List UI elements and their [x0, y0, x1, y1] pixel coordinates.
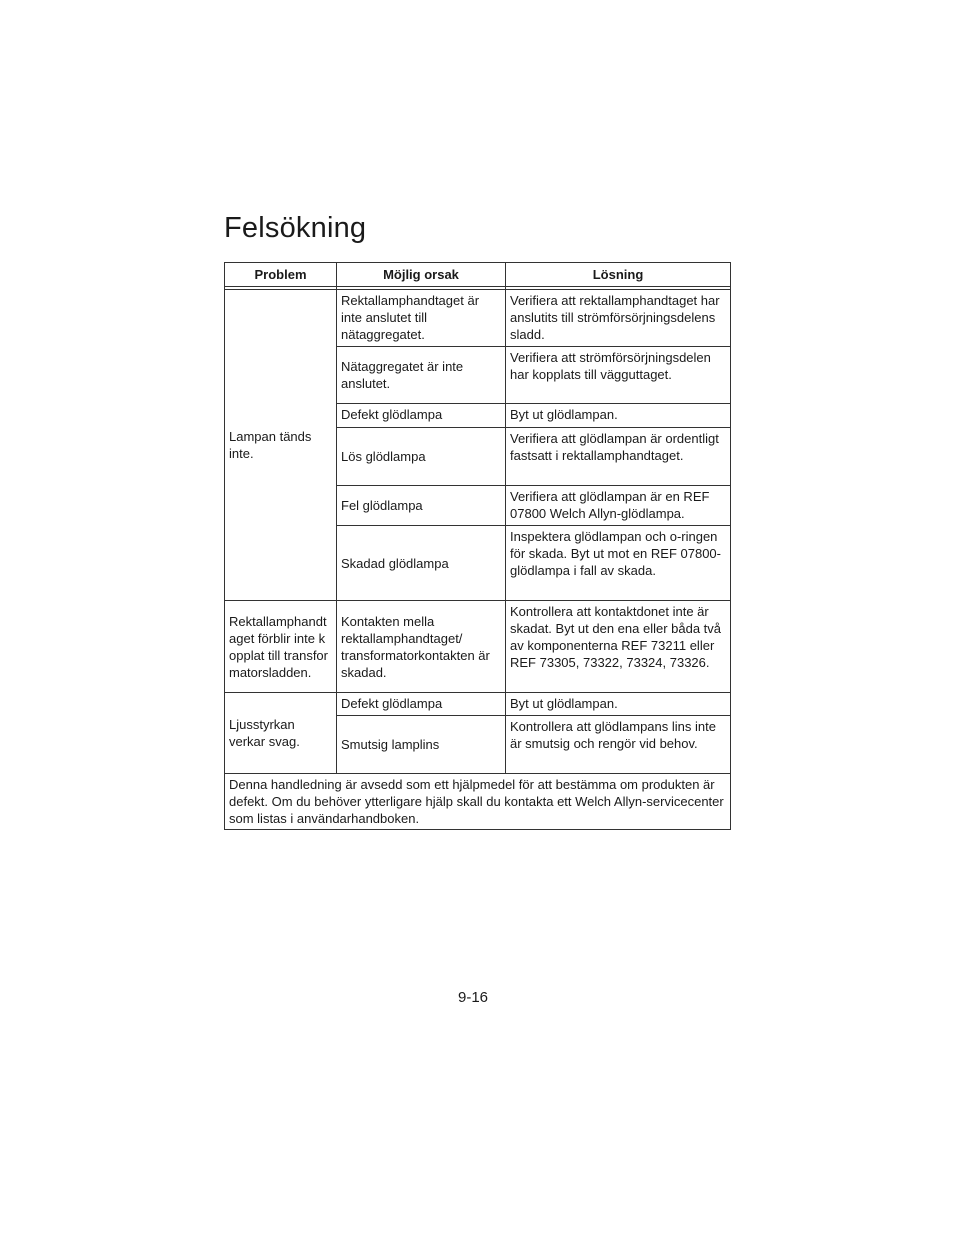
table-row	[225, 290, 731, 347]
cause-cell: Rektallamphandtaget är inte anslutet till nätaggregatet.	[337, 290, 506, 347]
solution-cell: Byt ut glödlampan.	[506, 404, 731, 428]
solution-cell: Byt ut glödlampan.	[506, 693, 731, 716]
cause-cell: Defekt glödlampa	[337, 404, 506, 428]
troubleshooting-table	[224, 262, 731, 830]
cause-cell: Defekt glödlampa	[337, 693, 506, 716]
cause-cell: Nätaggregatet är inte anslutet.	[337, 347, 506, 404]
table-note: Denna handledning är avsedd som ett hjälpmedel för att bestämma om produkten är defekt. Om du behöver ytterligare hjälp skall du kontakta ett Welch Allyn-servicecenter som listas i användarhandboken.	[225, 774, 731, 830]
cause-cell: Smutsig lamplins	[337, 716, 506, 774]
problem-cell: Rektallamphandtaget förblir inte kopplat till transformatorsladden.	[225, 601, 337, 693]
table-row	[225, 601, 731, 693]
problem-cell: Lampan tänds inte.	[225, 290, 337, 601]
cause-cell: Kontakten mella rektallamphandtaget/ transformatorkontakten är skadad.	[337, 601, 506, 693]
problem-cell: Ljusstyrkan verkar svag.	[225, 693, 337, 774]
table-note-row	[225, 774, 731, 830]
solution-cell: Kontrollera att kontaktdonet inte är skadat. Byt ut den ena eller båda två av komponenterna REF 73211 eller REF 73305, 73322, 73324, 73326.	[506, 601, 731, 693]
cause-cell: Skadad glödlampa	[337, 526, 506, 601]
page-number: 9-16	[457, 989, 489, 1006]
table-header-row	[225, 263, 731, 287]
page-title: Felsökning	[224, 212, 367, 244]
solution-cell: Verifiera att glödlampan är ordentligt fastsatt i rektallamphandtaget.	[506, 428, 731, 486]
cause-cell: Fel glödlampa	[337, 486, 506, 526]
header-problem: Problem	[225, 263, 337, 287]
cause-cell: Lös glödlampa	[337, 428, 506, 486]
solution-cell: Verifiera att rektallamphandtaget har anslutits till strömförsörjningsdelens sladd.	[506, 290, 731, 347]
header-solution: Lösning	[506, 263, 731, 287]
solution-cell: Verifiera att strömförsörjningsdelen har kopplats till vägguttaget.	[506, 347, 731, 404]
table-row	[225, 693, 731, 716]
solution-cell: Verifiera att glödlampan är en REF 07800 Welch Allyn-glödlampa.	[506, 486, 731, 526]
solution-cell: Inspektera glödlampan och o-ringen för skada. Byt ut mot en REF 07800-glödlampa i fall av skada.	[506, 526, 731, 601]
solution-cell: Kontrollera att glödlampans lins inte är smutsig och rengör vid behov.	[506, 716, 731, 774]
header-cause: Möjlig orsak	[337, 263, 506, 287]
